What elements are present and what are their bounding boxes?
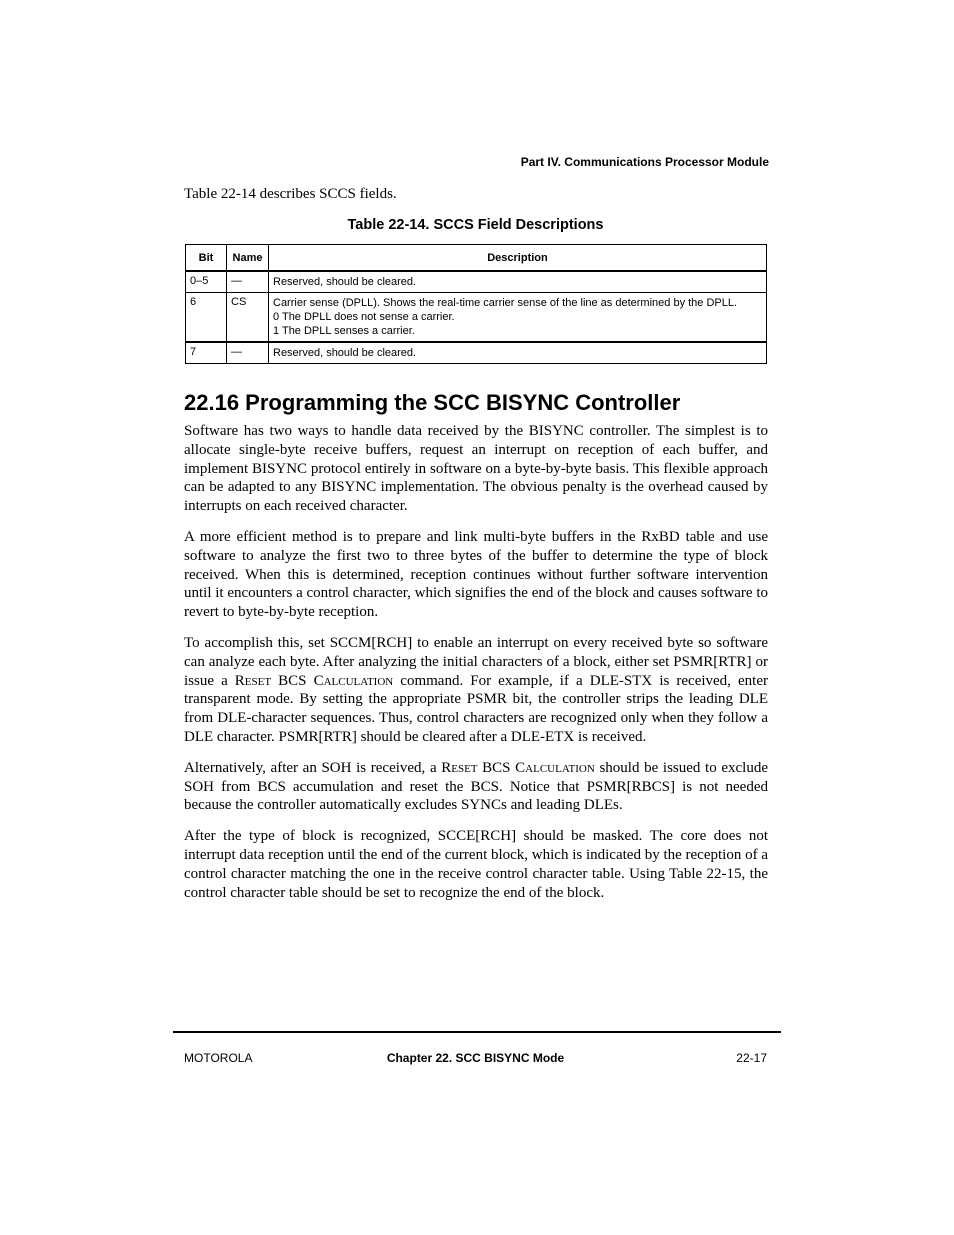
description-line: Carrier sense (DPLL). Shows the real-time carrier sense of the line as determined by the DPLL. (273, 297, 738, 309)
column-header-description: Description (269, 245, 767, 272)
page-number: 22-17 (736, 1051, 767, 1065)
column-header-bit: Bit (186, 245, 227, 272)
table-row (186, 342, 767, 364)
footer-company: MOTOROLA (184, 1051, 253, 1065)
command-name: Reset BCS Calculation (441, 759, 595, 776)
cell-bit: 0–5 (186, 271, 227, 293)
paragraph-text: command. For example, if a DLE-STX is received, enter transparent mode. By setting the appropriate PSMR bit, the controller strips the leading DLE from DLE-character sequences. Thus, control characters are recognized only when they follow a DLE character. PSMR[RTR] should be cleared after a DLE-ETX is received. (184, 672, 768, 745)
footer-rule (173, 1031, 781, 1033)
intro-sentence: Table 22-14 describes SCCS fields. (184, 186, 397, 202)
description-line: Reserved, should be cleared. (273, 347, 417, 359)
paragraph-text: To accomplish this, set SCCM[RCH] to enable an interrupt on every received byte so software can analyze each byte. After analyzing the initial characters of a block, either set PSMR[RTR] or issue a (184, 634, 768, 689)
cell-description (269, 342, 767, 364)
sccs-field-table (185, 244, 767, 364)
table-row (186, 293, 767, 343)
table-title: Table 22-14. SCCS Field Descriptions (347, 217, 604, 233)
paragraph: After the type of block is recognized, SCCE[RCH] should be masked. The core does not interrupt data reception until the end of the current block, which is indicated by the reception of a control character matching the one in the receive control character table. Using Table 22-15, the control character table should be set to recognize the end of the block. (184, 828, 768, 901)
cell-bit: 6 (186, 293, 227, 343)
description-line: 0 The DPLL does not sense a carrier. (273, 311, 455, 323)
paragraph: Software has two ways to handle data received by the BISYNC controller. The simplest is to allocate single-byte receive buffers, request an interrupt on reception of each buffer, and implement BISYNC protocol entirely in software on a byte-by-byte basis. This flexible approach can be adapted to any BISYNC implementation. The obvious penalty is the overhead caused by interrupts on each received character. (184, 423, 768, 515)
paragraph: A more efficient method is to prepare and link multi-byte buffers in the RxBD table and use software to analyze the first two to three bytes of the buffer to determine the type of block received. When this is determined, reception continues without further software intervention until it encounters a control character, which signifies the end of the block and causes software to revert to byte-by-byte reception. (184, 528, 768, 621)
cell-name: CS (227, 293, 269, 343)
cell-name: — (227, 342, 269, 364)
section-body (184, 422, 768, 914)
running-head: Part IV. Communications Processor Module (520, 155, 769, 169)
cell-bit: 7 (186, 342, 227, 364)
cell-name: — (227, 271, 269, 293)
column-header-name: Name (227, 245, 269, 272)
cell-description (269, 293, 767, 343)
description-line: Reserved, should be cleared. (273, 276, 417, 288)
cell-description (269, 271, 767, 293)
footer-chapter: Chapter 22. SCC BISYNC Mode (386, 1051, 565, 1065)
paragraph (184, 634, 768, 747)
paragraph-text: Alternatively, after an SOH is received, a (184, 759, 442, 776)
paragraph-text: should be issued to exclude SOH from BCS accumulation and reset the BCS. Notice that PSMR[RBCS] is not needed because the controller automatically excludes SYNCs and leading DLEs. (184, 759, 768, 814)
section-heading: 22.16 Programming the SCC BISYNC Controller (184, 390, 681, 415)
description-line: 1 The DPLL senses a carrier. (273, 325, 415, 337)
table-header-row (186, 245, 767, 272)
table-row (186, 271, 767, 293)
paragraph (184, 759, 768, 815)
command-name: Reset BCS Calculation (234, 672, 394, 689)
